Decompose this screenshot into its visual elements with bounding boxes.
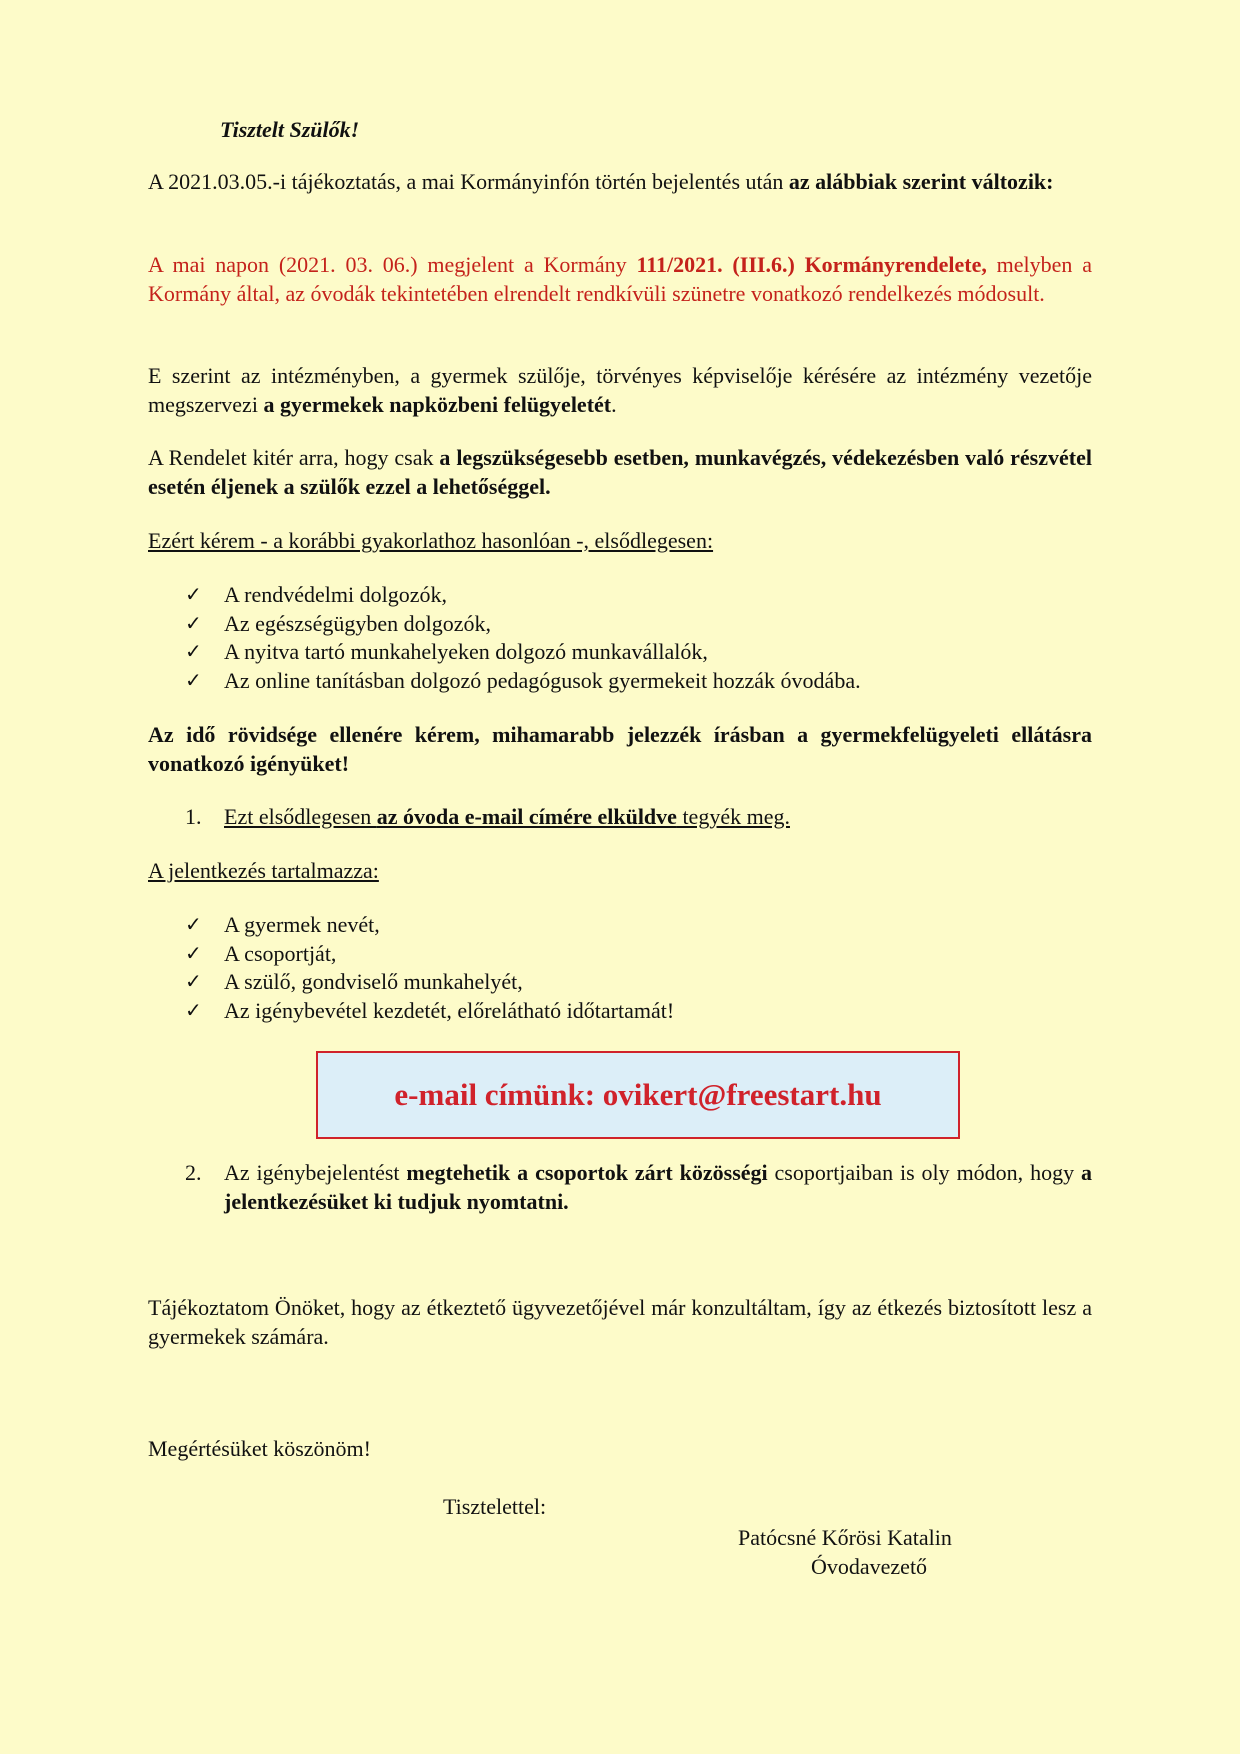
request-paragraph: Az idő rövidsége ellenére kérem, mihamarabb jelezzék írásban a gyermekfelügyeleti ellátásra vonatkozó igényüket! (148, 722, 1092, 776)
checkmark-icon: ✓ (185, 584, 202, 606)
list-item: ✓ Az egészségügyben dolgozók, (148, 610, 1092, 639)
rule-paragraph: A Rendelet kitér arra, hogy csak a legszükségesebb esetben, munkavégzés, védekezésben való részvétel esetén éljenek a szülők ezzel a lehetőséggel. (148, 445, 1092, 499)
signer-name: Patócsné Kőrösi Katalin (738, 1525, 952, 1550)
list-item: ✓ Az igénybevétel kezdetét, előrelátható időtartamát! (148, 997, 1092, 1026)
checkmark-icon: ✓ (185, 942, 202, 965)
list-item: ✓ A nyitva tartó munkahelyeken dolgozó munkavállalók, (148, 638, 1092, 667)
list-item: ✓ A gyermek nevét, (148, 911, 1092, 940)
list-item: 2. Az igénybejelentést megtehetik a csoportok zárt közösségi csoportjaiban is oly módon, hogy a jelentkezésüket ki tudjuk nyomtatni. (185, 1160, 1092, 1214)
list-item: ✓ A rendvédelmi dolgozók, (148, 581, 1092, 610)
checkmark-icon: ✓ (185, 971, 202, 993)
content-heading: A jelentkezés tartalmazza: (148, 858, 379, 883)
list-item: ✓ A szülő, gondviselő munkahelyét, (148, 968, 1092, 997)
decree-paragraph: A mai napon (2021. 03. 06.) megjelent a Kormány 111/2021. (III.6.) Kormányrendelete, melyben a Kormány által, az óvodák tekintetében elrendelt rendkívüli szünetre vonatkozó rendelkezés módosult. (148, 252, 1092, 306)
email-address[interactable]: e-mail címünk: ovikert@freestart.hu (394, 1077, 882, 1112)
list-item: ✓ A csoportját, (148, 940, 1092, 969)
step-2 (148, 1158, 1092, 1216)
step-1 (148, 802, 1092, 831)
checkmark-icon: ✓ (185, 641, 202, 663)
priority-list (148, 581, 1092, 695)
email-box (316, 1051, 960, 1139)
content-list (148, 911, 1092, 1025)
thanks-line: Megértésüket köszönöm! (148, 1436, 371, 1461)
priority-heading: Ezért kérem - a korábbi gyakorlathoz hasonlóan -, elsődlegesen: (148, 528, 714, 553)
catering-paragraph: Tájékoztatom Önöket, hogy az étkeztető ügyvezetőjével már konzultáltam, így az étkezés biztosított lesz a gyermekek számára. (148, 1295, 1092, 1349)
checkmark-icon: ✓ (185, 914, 202, 936)
list-item: ✓ Az online tanításban dolgozó pedagógusok gyermekeit hozzák óvodába. (148, 667, 1092, 696)
intro-paragraph: A 2021.03.05.-i tájékoztatás, a mai Kormányinfón történ bejelentés után az alábbiak szerint változik: (148, 169, 1054, 194)
checkmark-icon: ✓ (185, 669, 202, 692)
checkmark-icon: ✓ (185, 999, 202, 1022)
checkmark-icon: ✓ (185, 612, 202, 635)
closing: Tisztelettel: (443, 1494, 547, 1519)
signer-title: Óvodavezető (811, 1554, 928, 1579)
supervision-paragraph: E szerint az intézményben, a gyermek szülője, törvényes képviselője kérésére az intézmény vezetője megszervezi a gyermekek napközbeni felügyeletét. (148, 363, 1092, 417)
list-item: 1. Ezt elsődlegesen az óvoda e-mail címére elküldve tegyék meg. (185, 804, 790, 829)
greeting: Tisztelt Szülők! (220, 117, 360, 142)
